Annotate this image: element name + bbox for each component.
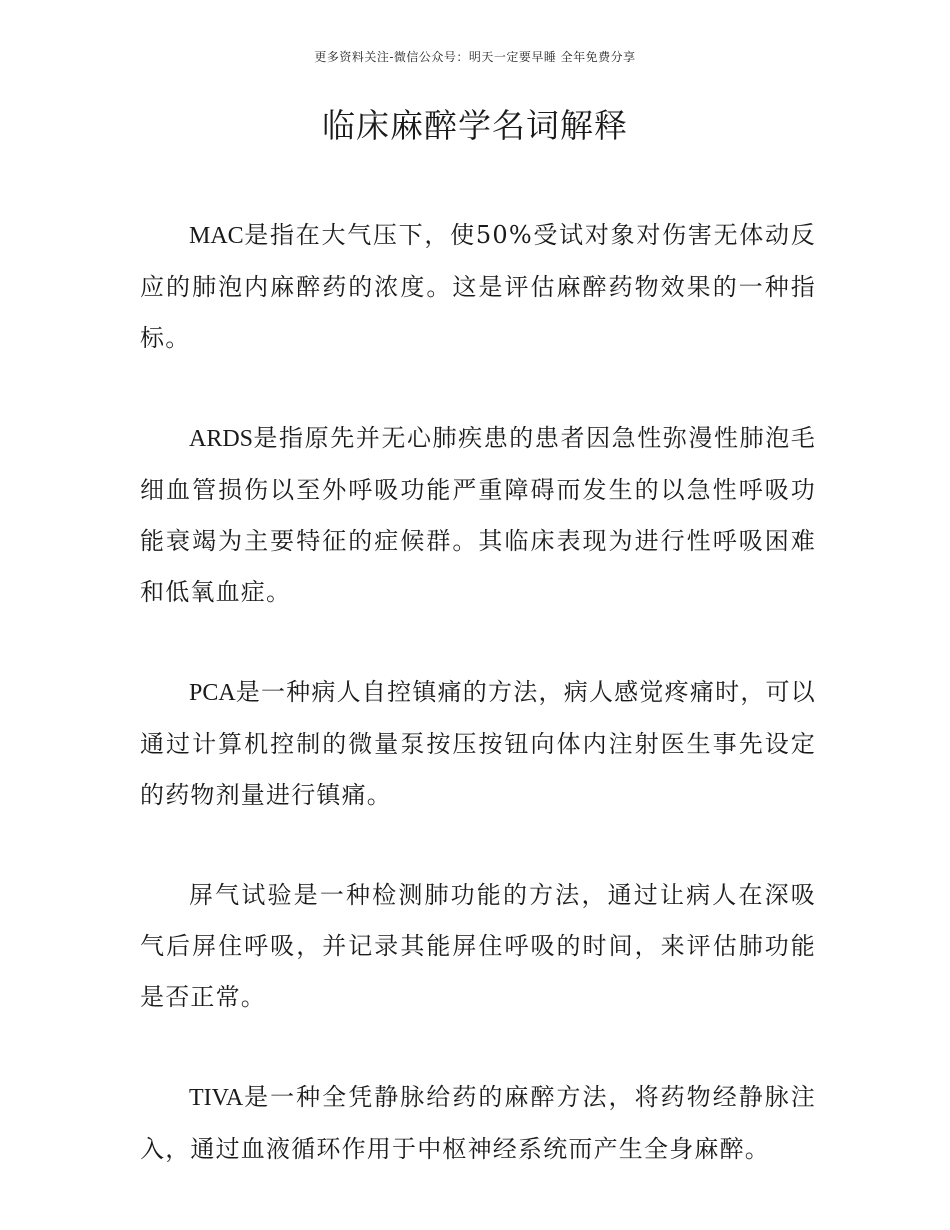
definition-tiva bbox=[140, 1072, 816, 1175]
definition-mac bbox=[140, 210, 816, 364]
page-title: 临床麻醉学名词解释 bbox=[322, 106, 628, 145]
definition-text-tiva: 是一种全凭静脉给药的麻醉方法，将药物经静脉注入，通过血液循环作用于中枢神经系统而产生全身麻醉。 bbox=[140, 1083, 816, 1163]
term-mac: MAC bbox=[189, 223, 244, 249]
page-header: 更多资料关注-微信公众号：明天一定要早睡 全年免费分享 bbox=[314, 50, 636, 64]
term-tiva: TIVA bbox=[189, 1085, 244, 1111]
definition-pca bbox=[140, 667, 816, 821]
definition-text-pca: 是一种病人自控镇痛的方法，病人感觉疼痛时，可以通过计算机控制的微量泵按压按钮向体内注射医生事先设定的药物剂量进行镇痛。 bbox=[140, 678, 816, 809]
definition-text-breath-holding-test: 屏气试验是一种检测肺功能的方法，通过让病人在深吸气后屏住呼吸，并记录其能屏住呼吸的时间，来评估肺功能是否正常。 bbox=[140, 881, 816, 1011]
definition-text-mac: 是指在大气压下，使50%受试对象对伤害无体动反应的肺泡内麻醉药的浓度。这是评估麻醉药物效果的一种指标。 bbox=[140, 221, 816, 352]
definition-list bbox=[140, 210, 816, 1175]
term-ards: ARDS bbox=[189, 426, 254, 452]
definition-ards bbox=[140, 413, 816, 618]
definition-breath-holding-test bbox=[140, 870, 816, 1023]
definition-text-ards: 是指原先并无心肺疾患的患者因急性弥漫性肺泡毛细血管损伤以至外呼吸功能严重障碍而发生的以急性呼吸功能衰竭为主要特征的症候群。其临床表现为进行性呼吸困难和低氧血症。 bbox=[140, 424, 816, 606]
term-pca: PCA bbox=[189, 680, 236, 706]
